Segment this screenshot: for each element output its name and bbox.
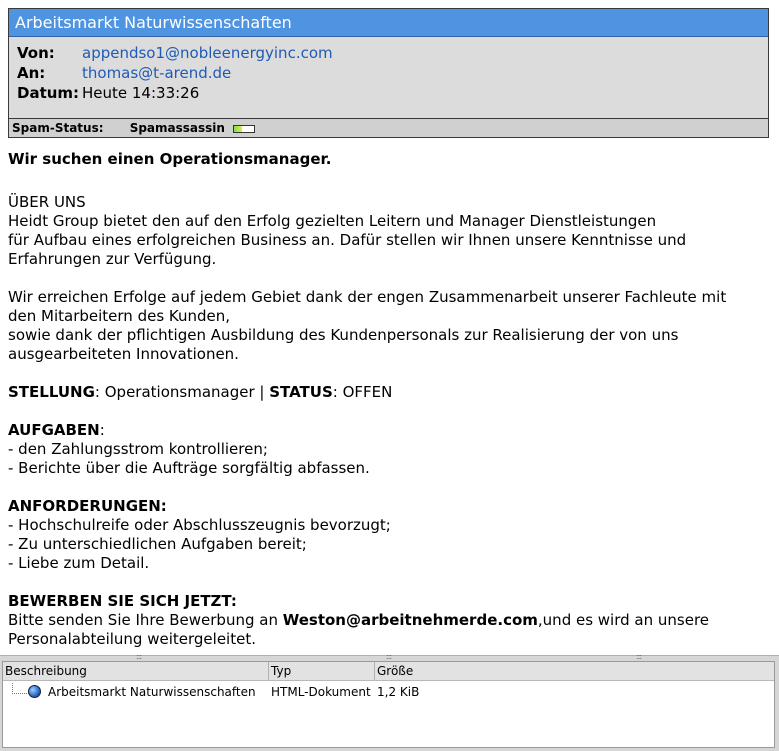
tasks-heading: AUFGABEN: [8, 421, 100, 439]
spam-status-bar: [9, 118, 768, 137]
attachment-list: [2, 661, 775, 748]
requirements-heading: ANFORDERUNGEN:: [8, 497, 167, 515]
to-row: [9, 63, 768, 83]
from-label: Von:: [17, 44, 55, 62]
attachment-row[interactable]: [3, 683, 774, 701]
attachment-list-header: [3, 662, 774, 681]
para2-line: sowie dank der pflichtigen Ausbildung des Kundenpersonals zur Realisierung der von uns: [8, 326, 679, 344]
splitter-grip[interactable]: :::: [136, 652, 142, 661]
date-label: Datum:: [17, 84, 80, 102]
about-heading: ÜBER UNS: [8, 193, 86, 211]
message-header: [8, 8, 769, 138]
tree-connector: [12, 683, 27, 694]
splitter-grip[interactable]: :::: [386, 652, 392, 661]
body-title: Wir suchen einen Operationsmanager.: [8, 150, 332, 168]
to-address-link[interactable]: thomas@t-arend.de: [82, 64, 232, 82]
requirement-item: - Liebe zum Detail.: [8, 554, 150, 572]
tasks-colon: :: [99, 421, 105, 439]
globe-icon: [28, 685, 41, 698]
para2-line: Wir erreichen Erfolge auf jedem Gebiet dank der engen Zusammenarbeit unserer Fachleute mit: [8, 288, 727, 306]
requirement-item: - Hochschulreife oder Abschlusszeugnis bevorzugt;: [8, 516, 391, 534]
from-address-link[interactable]: appendso1@nobleenergyinc.com: [82, 44, 333, 62]
from-row: [9, 43, 768, 63]
subject-bar: Arbeitsmarkt Naturwissenschaften: [9, 9, 768, 37]
stellung-value: : Operationsmanager |: [94, 383, 270, 401]
apply-line: [8, 611, 768, 630]
date-value: Heute 14:33:26: [82, 84, 200, 102]
message-body: [8, 150, 768, 649]
about-line: für Aufbau eines erfolgreichen Business an. Dafür stellen wir Ihnen unsere Kenntnisse und: [8, 231, 687, 249]
attachment-type: HTML-Dokument: [271, 685, 371, 699]
apply-email[interactable]: Weston@arbeitnehmerde.com: [282, 611, 538, 629]
spam-status-label: Spam-Status:: [12, 121, 104, 135]
attachment-name: Arbeitsmarkt Naturwissenschaften: [48, 685, 256, 699]
attachment-pane: [0, 652, 779, 751]
apply-post: ,und es wird an unsere: [537, 611, 710, 629]
para2-line: ausgearbeiteten Innovationen.: [8, 345, 239, 363]
status-label: STATUS: [269, 383, 333, 401]
spam-meter: [233, 125, 255, 133]
spam-meter-fill: [234, 126, 242, 132]
header-fields: [9, 37, 768, 103]
attachment-size: 1,2 KiB: [377, 685, 420, 699]
apply-pre: Bitte senden Sie Ihre Bewerbung an: [8, 611, 283, 629]
column-header-beschreibung[interactable]: Beschreibung: [3, 662, 269, 680]
about-line: Heidt Group bietet den auf den Erfolg gezielten Leitern und Manager Dienstleistungen: [8, 212, 657, 230]
to-label: An:: [17, 64, 46, 82]
about-line: Erfahrungen zur Verfügung.: [8, 250, 217, 268]
apply-heading: BEWERBEN SIE SICH JETZT:: [8, 592, 237, 610]
splitter-grip[interactable]: :::: [636, 652, 642, 661]
column-header-groesse[interactable]: Größe: [377, 664, 414, 678]
column-header-typ[interactable]: Typ: [269, 662, 375, 680]
status-value: : OFFEN: [332, 383, 393, 401]
date-row: [9, 83, 768, 103]
para2-line: den Mitarbeitern des Kunden,: [8, 307, 231, 325]
tasks-heading-line: [8, 421, 768, 440]
apply-line-2: Personalabteilung weitergeleitet.: [8, 630, 256, 648]
spam-status-value: Spamassassin: [129, 121, 225, 135]
requirement-item: - Zu unterschiedlichen Aufgaben bereit;: [8, 535, 307, 553]
task-item: - den Zahlungsstrom kontrollieren;: [8, 440, 268, 458]
task-item: - Berichte über die Aufträge sorgfältig abfassen.: [8, 459, 370, 477]
stellung-label: STELLUNG: [8, 383, 95, 401]
position-line: [8, 383, 768, 402]
